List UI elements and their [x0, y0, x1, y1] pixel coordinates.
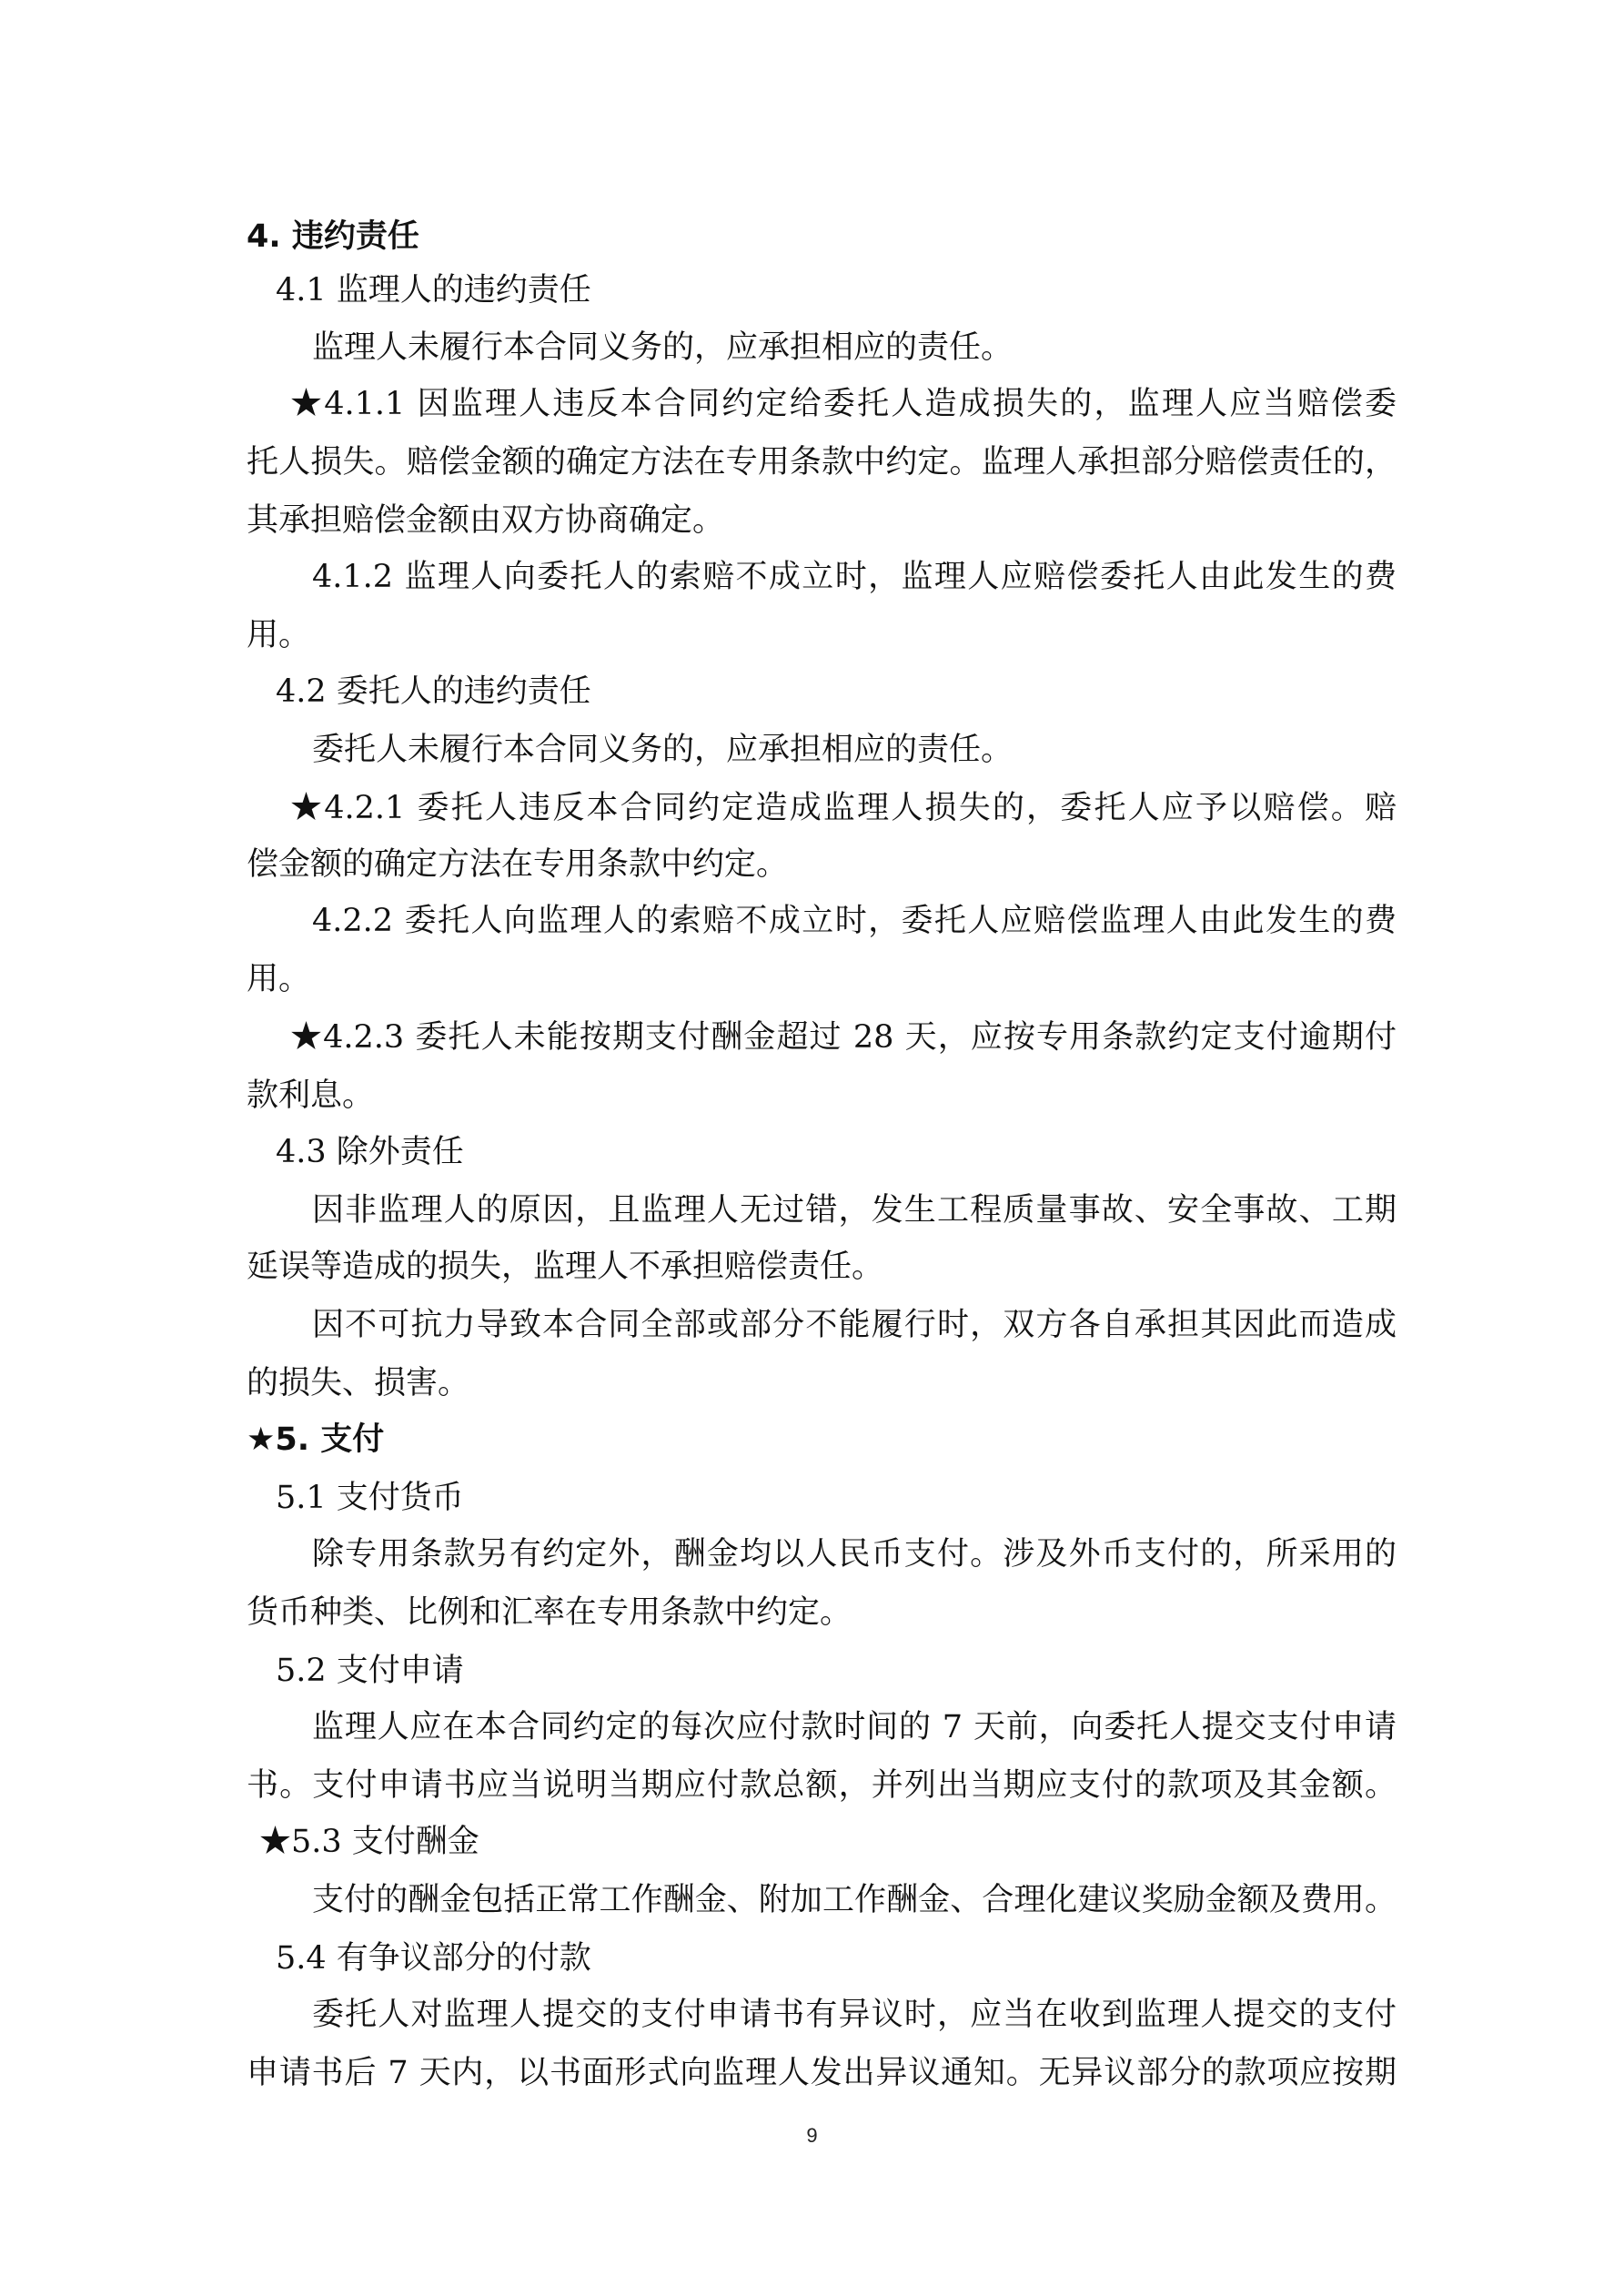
subsection-4-3: 4.3 除外责任: [276, 1134, 464, 1170]
paragraph-line: 委托人未履行本合同义务的，应承担相应的责任。: [312, 732, 1014, 768]
clause-4-1-2: 4.1.2 监理人向委托人的索赔不成立时，监理人应赔偿委托人由此发生的费: [312, 559, 1397, 595]
clause-4-2-3: ★4.2.3 委托人未能按期支付酬金超过 28 天，应按专用条款约定支付逾期付: [290, 1019, 1397, 1056]
paragraph-line: 其承担赔偿金额由双方协商确定。: [247, 502, 725, 539]
subsection-4-2: 4.2 委托人的违约责任: [276, 673, 591, 710]
paragraph-line: 托人损失。赔偿金额的确定方法在专用条款中约定。监理人承担部分赔偿责任的，: [247, 444, 1397, 480]
subsection-5-2: 5.2 支付申请: [276, 1653, 464, 1689]
paragraph-line: 偿金额的确定方法在专用条款中约定。: [247, 846, 789, 883]
subsection-4-1: 4.1 监理人的违约责任: [276, 272, 591, 308]
paragraph-line: 申请书后 7 天内，以书面形式向监理人发出异议通知。无异议部分的款项应按期: [247, 2055, 1397, 2091]
subsection-5-3: ★5.3 支付酬金: [259, 1824, 479, 1860]
clause-4-1-1: ★4.1.1 因监理人违反本合同约定给委托人造成损失的，监理人应当赔偿委: [290, 386, 1397, 422]
paragraph-line: 委托人对监理人提交的支付申请书有异议时，应当在收到监理人提交的支付: [312, 1997, 1397, 2033]
paragraph-line: 延误等造成的损失，监理人不承担赔偿责任。: [247, 1249, 884, 1285]
paragraph-line: 用。: [247, 617, 311, 653]
section-heading-payment: ★5. 支付: [247, 1421, 385, 1458]
section-heading-breach: 4. 违约责任: [247, 218, 419, 255]
paragraph-line: 因不可抗力导致本合同全部或部分不能履行时，双方各自承担其因此而造成: [312, 1307, 1397, 1343]
clause-4-2-2: 4.2.2 委托人向监理人的索赔不成立时，委托人应赔偿监理人由此发生的费: [312, 903, 1397, 939]
page-number: 9: [806, 2124, 818, 2147]
paragraph-line: 款利息。: [247, 1077, 375, 1114]
paragraph-line: 监理人应在本合同约定的每次应付款时间的 7 天前，向委托人提交支付申请: [312, 1709, 1397, 1745]
subsection-5-1: 5.1 支付货币: [276, 1480, 464, 1516]
paragraph-line: 用。: [247, 961, 311, 997]
subsection-5-4: 5.4 有争议部分的付款: [276, 1940, 591, 1977]
paragraph-line: 的损失、损害。: [247, 1365, 470, 1401]
paragraph-line: 因非监理人的原因，且监理人无过错，发生工程质量事故、安全事故、工期: [312, 1192, 1397, 1229]
paragraph-line: 书。支付申请书应当说明当期应付款总额，并列出当期应支付的款项及其金额。: [247, 1767, 1397, 1804]
clause-4-2-1: ★4.2.1 委托人违反本合同约定造成监理人损失的，委托人应予以赔偿。赔: [290, 790, 1397, 826]
paragraph-line: 支付的酬金包括正常工作酬金、附加工作酬金、合理化建议奖励金额及费用。: [312, 1882, 1397, 1918]
paragraph-line: 除专用条款另有约定外，酬金均以人民币支付。涉及外币支付的，所采用的: [312, 1536, 1397, 1573]
paragraph-line: 货币种类、比例和汇率在专用条款中约定。: [247, 1594, 852, 1631]
paragraph-line: 监理人未履行本合同义务的，应承担相应的责任。: [312, 329, 1014, 366]
